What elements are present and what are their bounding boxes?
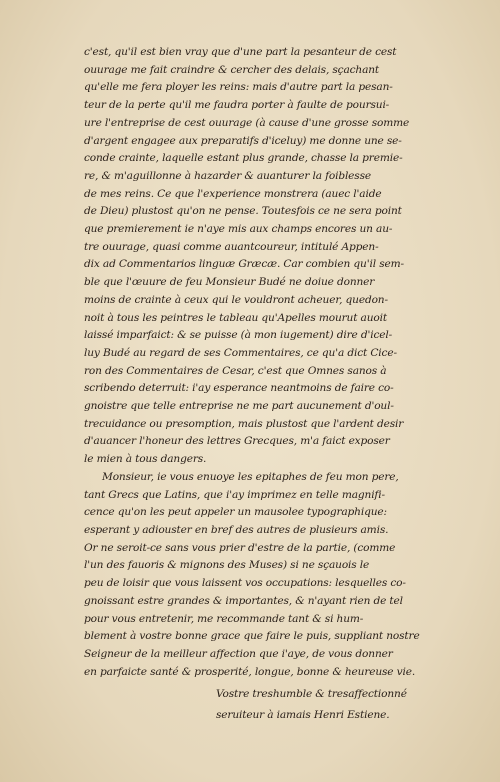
- text-line: ble que l'œuure de feu Monsieur Budé ne doiue donner: [84, 276, 375, 289]
- text-line: gnoissant estre grandes & importantes, & n'ayant rien de tel: [84, 594, 403, 607]
- text-line: noit à tous les peintres le tableau qu'Apelles mourut auoit: [84, 311, 387, 324]
- text-line: ure l'entreprise de cest ouurage (à cause d'une grosse somme: [84, 116, 410, 129]
- text-line: gnoistre que telle entreprise ne me part aucunement d'oul-: [84, 400, 394, 413]
- text-line: d'auancer l'honeur des lettres Grecques, m'a faict exposer: [84, 435, 390, 448]
- text-line: c'est, qu'il est bien vray que d'une part la pesanteur de cest: [84, 46, 397, 58]
- signature-line: seruiteur à iamais Henri Estiene.: [216, 709, 390, 722]
- signature-block: [84, 684, 468, 726]
- text-line: laissé imparfaict: & se puisse (à mon iugement) dire d'icel-: [84, 329, 393, 342]
- text-line: de Dieu) plustost qu'on ne pense. Toutesfois ce ne sera point: [84, 205, 402, 218]
- text-line: que premierement ie n'aye mis aux champs encores un au-: [84, 223, 393, 236]
- text-line: qu'elle me fera ployer les reins: mais d'autre part la pesan-: [84, 81, 393, 94]
- text-line: blement à vostre bonne grace que faire le puis, suppliant nostre: [84, 630, 420, 643]
- text-line: trecuidance ou presomption, mais plustost que l'ardent desir: [84, 417, 404, 430]
- paragraph-1: [84, 44, 468, 469]
- text-line: conde crainte, laquelle estant plus grande, chasse la premie-: [84, 152, 403, 165]
- text-line: d'argent engagee aux preparatifs d'iceluy) me donne une se-: [84, 134, 402, 147]
- text-line: Seigneur de la meilleur affection que i'aye, de vous donner: [84, 647, 393, 660]
- text-line: tant Grecs que Latins, que i'ay imprimez en telle magnifi-: [84, 488, 385, 501]
- text-line: cence qu'on les peut appeler un mausolee typographique:: [84, 506, 387, 519]
- text-line: l'un des fauoris & mignons des Muses) si ne sçauois le: [84, 559, 370, 572]
- text-line: moins de crainte à ceux qui le vouldront acheuer, quedon-: [84, 293, 388, 306]
- text-line: tre ouurage, quasi comme auantcoureur, intitulé Appen-: [84, 240, 379, 253]
- text-line: peu de loisir que vous laissent vos occupations: lesquelles co-: [84, 577, 406, 590]
- text-line: ron des Commentaires de Cesar, c'est que Omnes sanos à: [84, 364, 387, 377]
- text-line: re, & m'aguillonne à hazarder & auanturer la foiblesse: [84, 169, 371, 182]
- text-line: teur de la perte qu'il me faudra porter à faulte de poursui-: [84, 99, 390, 112]
- text-line: dix ad Commentarios linguæ Græcæ. Car combien qu'il sem-: [84, 258, 404, 271]
- text-line: Or ne seroit-ce sans vous prier d'estre de la partie, (comme: [84, 541, 396, 554]
- text-line: le mien à tous dangers.: [84, 453, 207, 466]
- page-text: [84, 44, 468, 726]
- text-line: de mes reins. Ce que l'experience monstrera (auec l'aide: [84, 187, 382, 200]
- closing-line: Vostre treshumble & tresaffectionné: [216, 688, 407, 701]
- text-line: luy Budé au regard de ses Commentaires, ce qu'a dict Cice-: [84, 346, 397, 359]
- text-line: ouurage me fait craindre & cercher des delais, sçachant: [84, 63, 380, 76]
- text-line: scribendo deterruit: i'ay esperance neantmoins de faire co-: [84, 382, 394, 395]
- paragraph-2: [84, 469, 468, 681]
- text-line: en parfaicte santé & prosperité, longue, bonne & heureuse vie.: [84, 665, 416, 678]
- text-line: esperant y adiouster en bref des autres de plusieurs amis.: [84, 523, 389, 536]
- text-line: pour vous entretenir, me recommande tant & si hum-: [84, 612, 364, 625]
- text-line: Monsieur, ie vous enuoye les epitaphes de feu mon pere,: [102, 470, 399, 483]
